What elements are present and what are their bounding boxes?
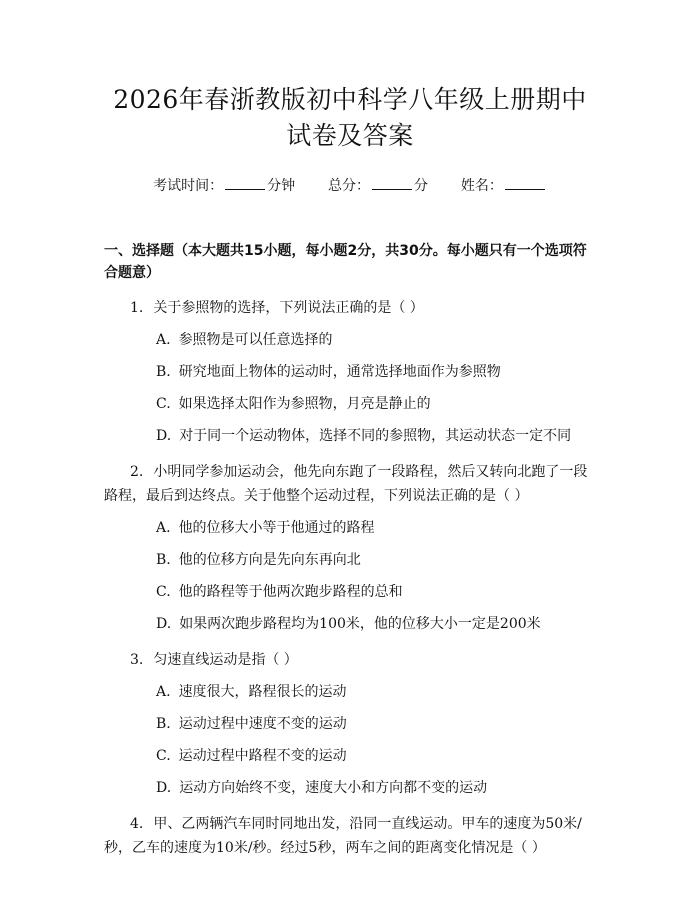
option: B. 运动过程中速度不变的运动: [156, 716, 347, 732]
option: B. 研究地面上物体的运动时，通常选择地面作为参照物: [156, 364, 501, 380]
option: A. 参照物是可以任意选择的: [156, 332, 333, 348]
option: C. 他的路程等于他两次跑步路程的总和: [156, 584, 403, 600]
option: C. 运动过程中路程不变的运动: [156, 748, 347, 764]
option: A. 他的位移大小等于他通过的路程: [156, 520, 375, 536]
exam-info-line: [104, 176, 596, 196]
question-number: 1.: [130, 300, 144, 316]
question-text: 小明同学参加运动会，他先向东跑了一段路程，然后又转向北跑了一段路程，最后到达终点。关于他整个运动过程，下列说法正确的是（ ）: [104, 464, 588, 504]
score-blank: [372, 177, 412, 190]
question-number: 2.: [130, 464, 144, 480]
option: D. 对于同一个运动物体，选择不同的参照物，其运动状态一定不同: [156, 428, 572, 444]
option: A. 速度很大，路程很长的运动: [156, 684, 347, 700]
question-text: 甲、乙两辆汽车同时同地出发，沿同一直线运动。甲车的速度为50米/秒，乙车的速度为10米/秒。经过5秒，两车之间的距离变化情况是（ ）: [104, 816, 582, 856]
time-label: 考试时间：: [153, 178, 224, 194]
question-number: 4.: [130, 816, 144, 832]
option: C. 如果选择太阳作为参照物，月亮是静止的: [156, 396, 431, 412]
name-blank: [505, 177, 545, 190]
question-3: [104, 648, 596, 672]
option: D. 运动方向始终不变，速度大小和方向都不变的运动: [156, 780, 488, 796]
time-blank: [225, 177, 265, 190]
question-number: 3.: [130, 652, 144, 668]
time-unit: 分钟: [267, 178, 296, 194]
question-text: 关于参照物的选择，下列说法正确的是（ ）: [153, 300, 424, 316]
option: D. 如果两次跑步路程均为100米，他的位移大小一定是200米: [156, 616, 541, 632]
question-text: 匀速直线运动是指（ ）: [153, 652, 298, 668]
question-4: [104, 812, 596, 860]
option: B. 他的位移方向是先向东再向北: [156, 552, 361, 568]
name-label: 姓名：: [460, 178, 503, 194]
score-label: 总分：: [328, 178, 370, 194]
question-2: [104, 460, 596, 508]
exam-title: 2026年春浙教版初中科学八年级上册期中试卷及答案: [113, 85, 587, 150]
score-unit: 分: [414, 178, 428, 194]
question-1: [104, 296, 596, 320]
section-heading: 一、选择题（本大题共15小题，每小题2分，共30分。每小题只有一个选项符合题意）: [104, 243, 587, 281]
